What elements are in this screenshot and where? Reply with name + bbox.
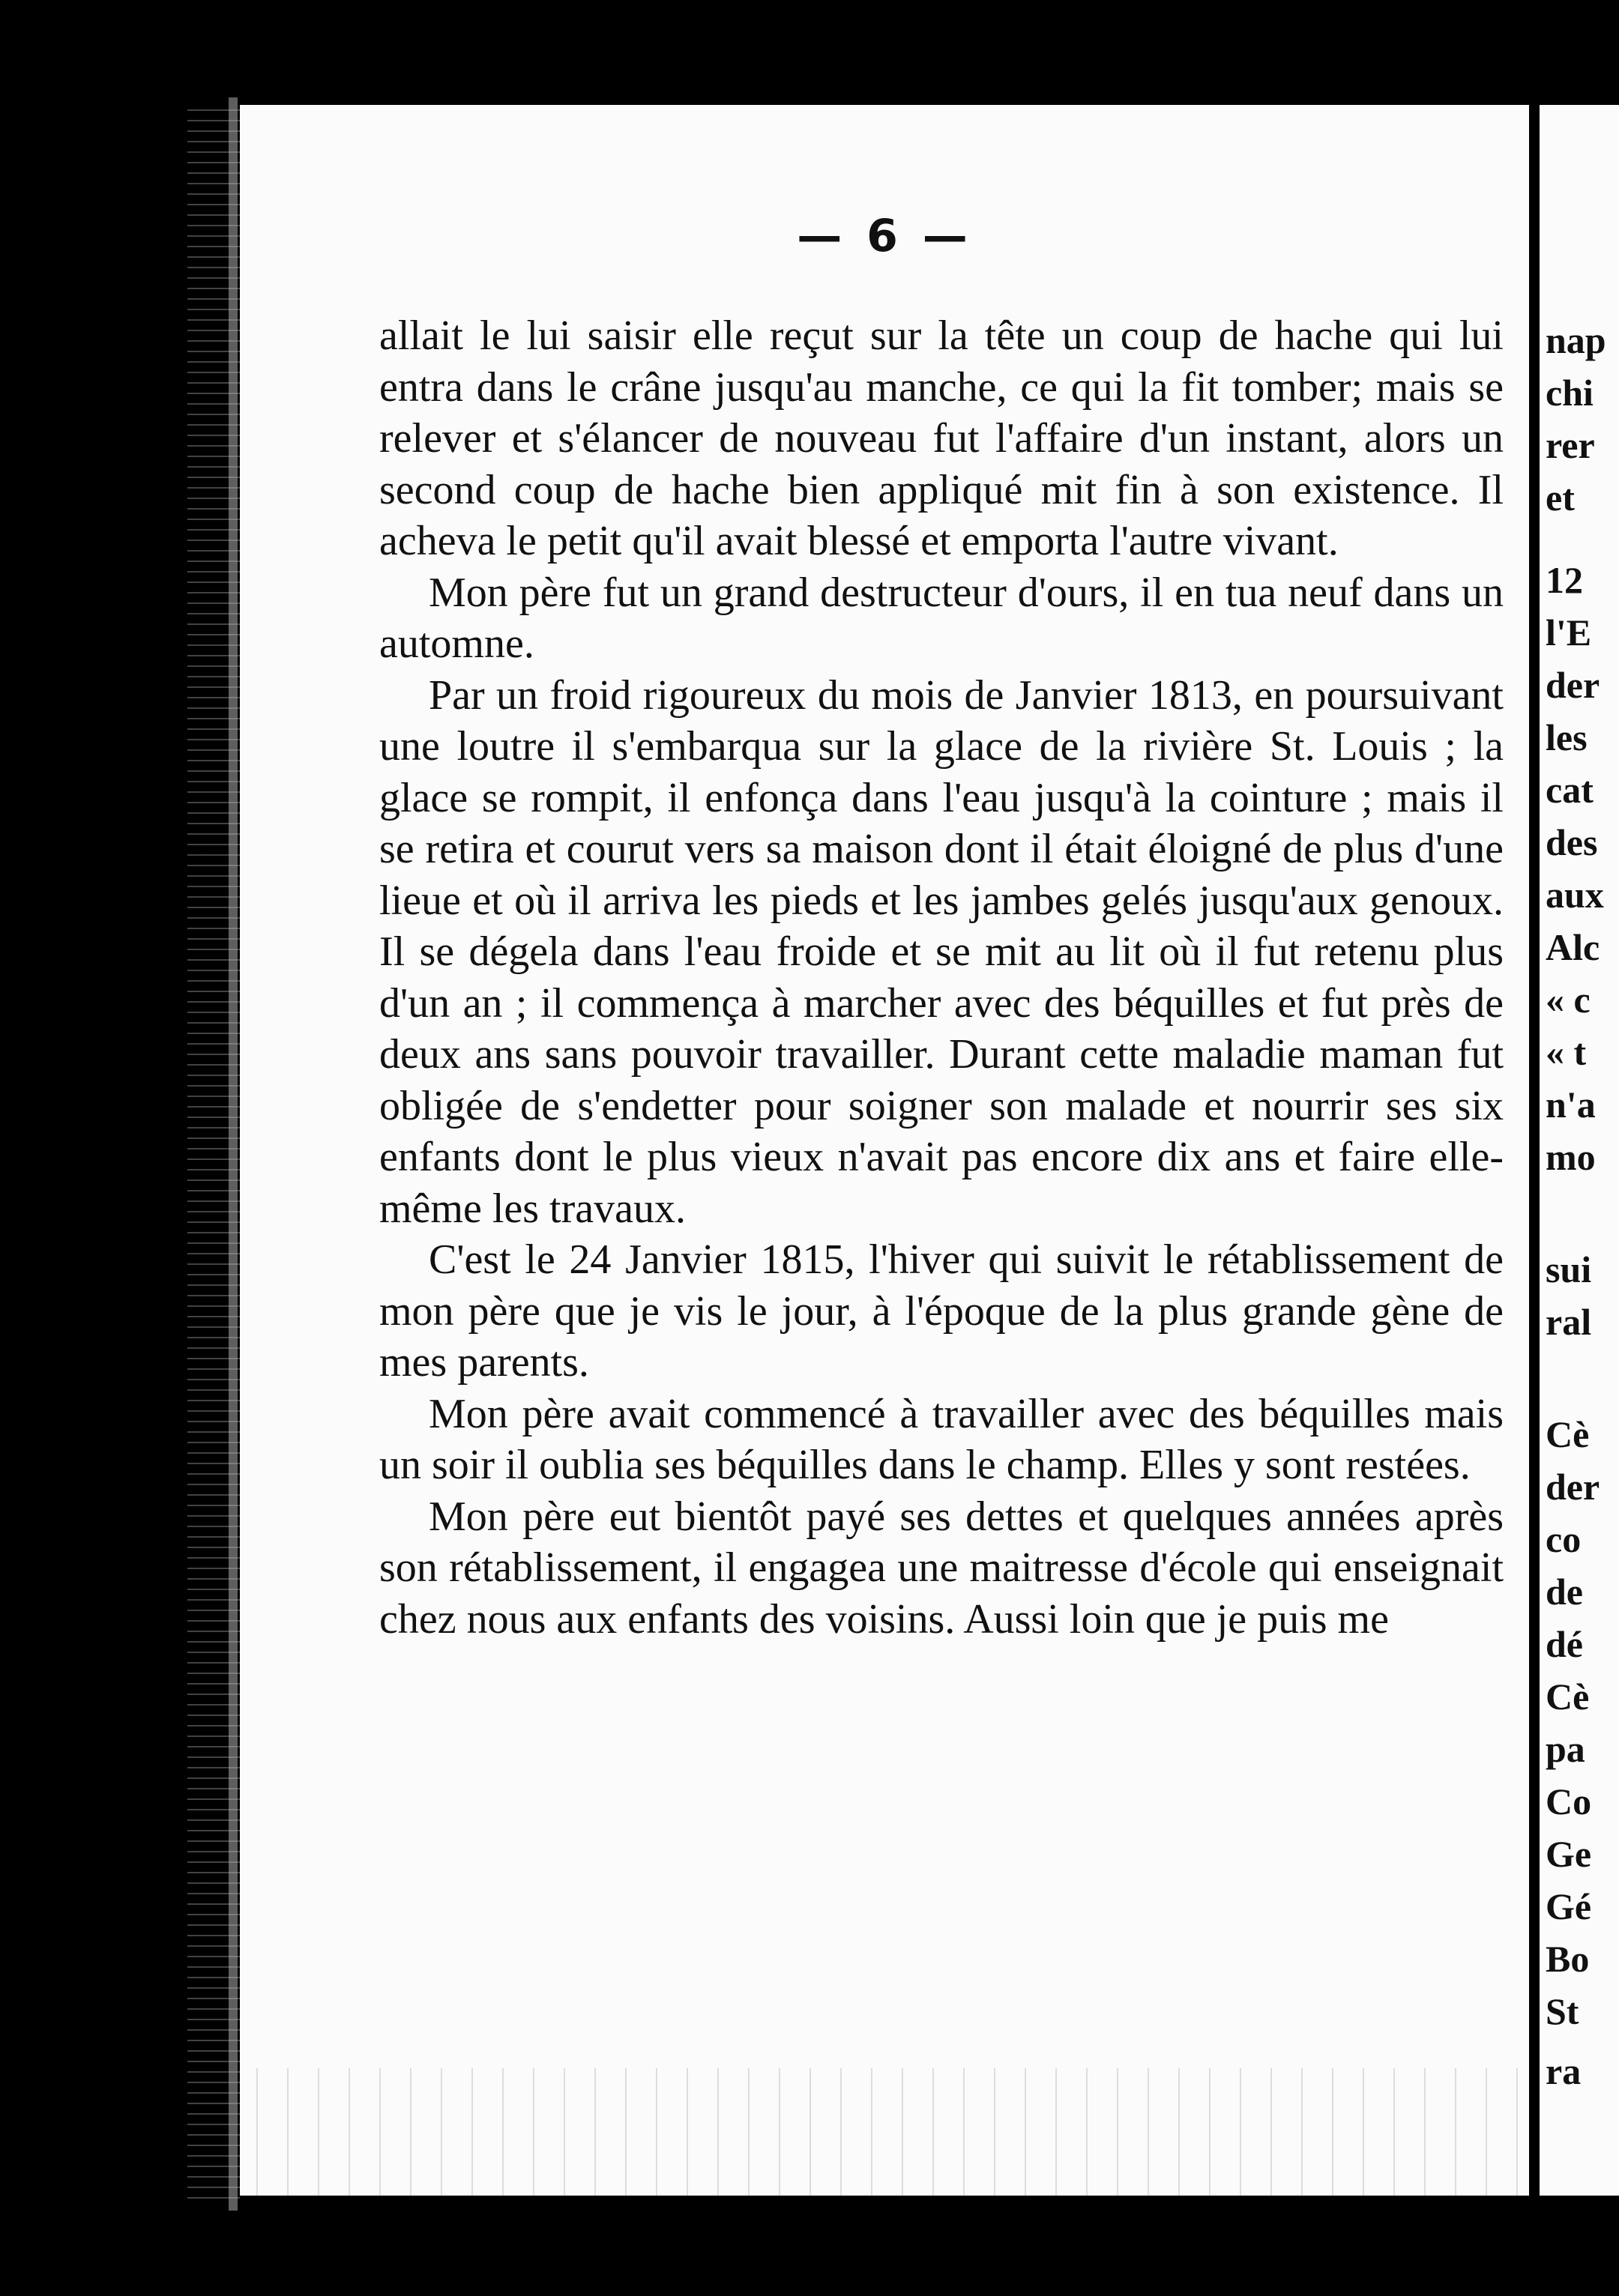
paragraph-1: allait le lui saisir elle reçut sur la tête un coup de hache qui lui entra dans le crâne jusqu'au manche, ce qui la fit tomber; mais se relever et s'élancer de nouveau fut l'affaire d'un instant, alors un second coup de hache bien appliqué mit fin à son existence. Il acheva le petit qu'il avait blessé et emporta l'autre vivant. xyxy=(379,312,1504,564)
paragraph-2: Mon père fut un grand destructeur d'ours, il en tua neuf dans un automne. xyxy=(379,569,1504,667)
adjacent-fragment: les xyxy=(1546,716,1588,758)
adjacent-page-strip xyxy=(1540,105,1619,2196)
page-text-block xyxy=(379,310,1504,1645)
adjacent-fragment: Cè xyxy=(1546,1676,1590,1718)
adjacent-fragment: der xyxy=(1546,664,1600,706)
adjacent-fragment: sui xyxy=(1546,1248,1592,1290)
adjacent-fragment: Alc xyxy=(1546,926,1600,968)
binding-edge-highlight xyxy=(229,97,238,2211)
adjacent-fragment: cat xyxy=(1546,769,1594,811)
page-bottom-noise xyxy=(240,2068,1529,2196)
adjacent-fragment: « t xyxy=(1546,1031,1587,1073)
adjacent-fragment: « c xyxy=(1546,979,1591,1021)
paragraph-3: Par un froid rigoureux du mois de Janvier 1813, en poursuivant une loutre il s'embarqua sur la glace de la rivière St. Louis ; la glace se rompit, il enfonça dans l'eau jusqu'à la cointure ; mais il se retira et courut vers sa maison dont il était éloigné de plus d'une lieue et où il arriva les pieds et les jambes gelés jusqu'aux genoux. Il se dégela dans l'eau froide et se mit au lit où il fut retenu plus d'un an ; il commença à marcher avec des béquilles et fut près de deux ans sans pouvoir travailler. Durant cette maladie maman fut obligée de s'endetter pour soigner son malade et nourrir ses six enfants dont le plus vieux n'avait pas encore dix ans et faire elle-même les travaux. xyxy=(379,671,1504,1232)
adjacent-fragment: n'a xyxy=(1546,1084,1596,1126)
adjacent-fragment: de xyxy=(1546,1571,1583,1613)
adjacent-fragment: Gé xyxy=(1546,1885,1592,1927)
adjacent-fragment: pa xyxy=(1546,1728,1585,1770)
adjacent-fragment: St xyxy=(1546,1990,1579,2032)
book-page xyxy=(240,105,1529,2196)
adjacent-fragment: l'E xyxy=(1546,611,1592,653)
adjacent-fragment: co xyxy=(1546,1518,1582,1560)
paragraph-5: Mon père avait commencé à travailler avec des béquilles mais un soir il oublia ses béquilles dans le champ. Elles y sont restées. xyxy=(379,1390,1504,1488)
adjacent-fragment: nap xyxy=(1546,319,1606,361)
adjacent-fragment: Cè xyxy=(1546,1413,1590,1455)
paragraph-6: Mon père eut bientôt payé ses dettes et quelques années après son rétablissement, il engagea une maitresse d'école qui enseignait chez nous aux enfants des voisins. Aussi loin que je puis me xyxy=(379,1493,1504,1643)
adjacent-fragment: Ge xyxy=(1546,1833,1592,1875)
adjacent-fragment: rer xyxy=(1546,424,1595,466)
adjacent-fragment: des xyxy=(1546,821,1598,863)
adjacent-fragment: et xyxy=(1546,477,1575,519)
adjacent-fragment: chi xyxy=(1546,372,1594,414)
adjacent-fragment: ra xyxy=(1546,2050,1582,2092)
book-binding xyxy=(0,0,247,2296)
adjacent-fragment: 12 xyxy=(1546,559,1583,601)
paragraph-4: C'est le 24 Janvier 1815, l'hiver qui suivit le rétablissement de mon père que je vis le jour, à l'époque de la plus grande gène de mes parents. xyxy=(379,1236,1504,1386)
page-number: — 6 — xyxy=(797,210,972,262)
adjacent-fragment: Co xyxy=(1546,1780,1592,1822)
adjacent-fragment: Bo xyxy=(1546,1938,1590,1980)
adjacent-fragment: der xyxy=(1546,1466,1600,1508)
adjacent-fragment: dé xyxy=(1546,1623,1583,1665)
adjacent-fragment: aux xyxy=(1546,874,1604,916)
adjacent-fragment: ral xyxy=(1546,1301,1592,1343)
adjacent-fragment: mo xyxy=(1546,1136,1596,1178)
